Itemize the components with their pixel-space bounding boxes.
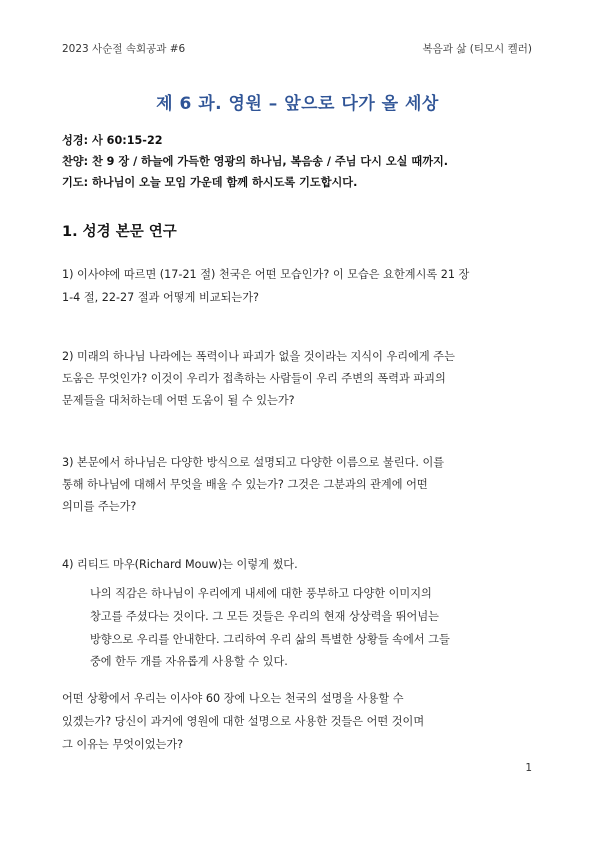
question-4-followup-line: 있겠는가? 당신이 과거에 영원에 대한 설명으로 사용한 것들은 어떤 것이며 — [62, 715, 425, 728]
question-4-followup-line: 그 이유는 무엇이었는가? — [62, 738, 184, 751]
question-4-intro: 4) 리티드 마우(Richard Mouw)는 이렇게 썼다. — [62, 558, 298, 571]
quote-line: 중에 한두 개를 자유롭게 사용할 수 있다. — [90, 655, 288, 668]
page-title: 제 6 과. 영원 – 앞으로 다가 올 세상 — [156, 94, 439, 114]
page-number: 1 — [525, 762, 532, 774]
question-2-line: 문제들을 대처하는데 어떤 도움이 될 수 있는가? — [62, 394, 295, 407]
question-4-followup-line: 어떤 상황에서 우리는 이사야 60 장에 나오는 천국의 설명을 사용할 수 — [62, 692, 404, 705]
section-heading: 1. 성경 본문 연구 — [62, 224, 177, 240]
question-2-line: 도움은 무엇인가? 이것이 우리가 접촉하는 사람들이 우리 주변의 폭력과 파괴의 — [62, 372, 446, 385]
question-2-line: 2) 미래의 하나님 나라에는 폭력이나 파괴가 없을 것이라는 지식이 우리에게 주는 — [62, 350, 455, 363]
quote-line: 나의 직감은 하나님이 우리에게 내세에 대한 풍부하고 다양한 이미지의 — [90, 587, 432, 600]
question-1-line: 1-4 절, 22-27 절과 어떻게 비교되는가? — [62, 291, 259, 304]
hymn-line: 찬양: 찬 9 장 / 하늘에 가득한 영광의 하나님, 복음송 / 주님 다시 오실 때까지. — [62, 155, 449, 168]
question-3-line: 통해 하나님에 대해서 무엇을 배울 수 있는가? 그것은 그분과의 관계에 어떤 — [62, 478, 428, 491]
question-1-line: 1) 이사야에 따르면 (17-21 절) 천국은 어떤 모습인가? 이 모습은 요한계시록 21 장 — [62, 268, 470, 281]
quote-line: 방향으로 우리를 안내한다. 그리하여 우리 삶의 특별한 상황들 속에서 그들 — [90, 633, 450, 646]
scripture-line: 성경: 사 60:15-22 — [62, 134, 163, 147]
prayer-line: 기도: 하나님이 오늘 모임 가운데 함께 하시도록 기도합시다. — [62, 176, 358, 189]
header-left: 2023 사순절 속회공과 #6 — [62, 43, 186, 55]
quote-line: 창고를 주셨다는 것이다. 그 모든 것들은 우리의 현재 상상력을 뛰어넘는 — [90, 610, 439, 623]
header-right: 복음과 삶 (티모시 켈러) — [422, 43, 532, 55]
question-3-line: 의미를 주는가? — [62, 500, 137, 513]
question-3-line: 3) 본문에서 하나님은 다양한 방식으로 설명되고 다양한 이름으로 불린다. 이를 — [62, 456, 445, 469]
